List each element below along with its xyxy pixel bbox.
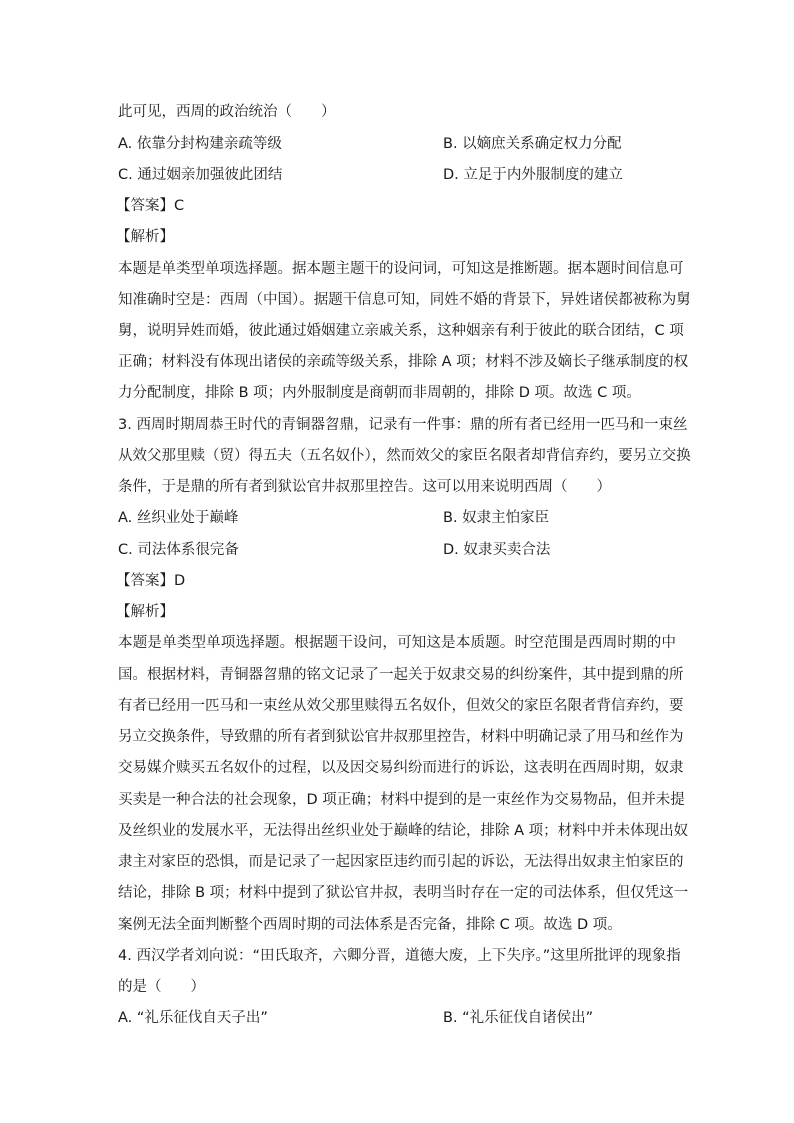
- analysis-label: 【解析】: [116, 229, 174, 245]
- analysis-line: 舅，说明异姓而婚，彼此通过婚姻建立亲戚关系，这种姻亲有利于彼此的联合团结，C 项: [118, 323, 684, 339]
- analysis-line: 正确；材料没有体现出诸侯的亲疏等级关系，排除 A 项；材料不涉及嫡长子继承制度的权: [118, 354, 689, 370]
- option-c: C. 司法体系很完备: [118, 542, 239, 558]
- option-b: B. “礼乐征伐自诸侯出”: [443, 1010, 594, 1026]
- analysis-line: 知准确时空是：西周（中国）。据题干信息可知，同姓不婚的背景下，异姓诸侯都被称为舅: [118, 292, 691, 308]
- option-a: A. 丝织业处于巅峰: [118, 510, 239, 526]
- analysis-line: 交易媒介赎买五名奴仆的过程，以及因交易纠纷而进行的诉讼，这表明在西周时期，奴隶: [118, 760, 684, 776]
- question-4-stem: 的是（ ）: [118, 979, 205, 995]
- option-d: D. 奴隶买卖合法: [443, 542, 551, 558]
- analysis-line: 国。根据材料，青铜器曶鼎的铭文记录了一起关于奴隶交易的纠纷案件，其中提到鼎的所: [118, 667, 684, 683]
- answer-label: 【答案】C: [116, 198, 185, 214]
- analysis-line: 案例无法全面判断整个西周时期的司法体系是否完备，排除 C 项。故选 D 项。: [118, 917, 622, 933]
- analysis-line: 结论，排除 B 项；材料中提到了狱讼官井叔，表明当时存在一定的司法体系，但仅凭这一: [118, 885, 689, 901]
- question-3-stem: 3. 西周时期周恭王时代的青铜器曶鼎，记录有一件事：鼎的所有者已经用一匹马和一束丝: [118, 417, 688, 433]
- analysis-line: 有者已经用一匹马和一束丝从效父那里赎得五名奴仆，但效父的家臣名限者背信弃约，要: [118, 698, 684, 714]
- answer-label: 【答案】D: [116, 573, 186, 589]
- question-4-stem: 4. 西汉学者刘向说：“田氏取齐，六卿分晋，道德大废，上下失序。”这里所批评的现象指: [118, 948, 681, 964]
- analysis-line: 另立交换条件，导致鼎的所有者到狱讼官井叔那里控告，材料中明确记录了用马和丝作为: [118, 729, 684, 745]
- analysis-line: 买卖是一种合法的社会现象，D 项正确；材料中提到的是一束丝作为交易物品，但并未提: [118, 792, 685, 808]
- option-a: A. “礼乐征伐自天子出”: [118, 1010, 268, 1026]
- option-d: D. 立足于内外服制度的建立: [443, 167, 623, 183]
- analysis-label: 【解析】: [116, 604, 174, 620]
- analysis-line: 及丝织业的发展水平，无法得出丝织业处于巅峰的结论，排除 A 项；材料中并未体现出奴: [118, 823, 689, 839]
- analysis-line: 力分配制度，排除 B 项；内外服制度是商朝而非周朝的，排除 D 项。故选 C 项。: [118, 385, 641, 401]
- question-3-stem: 条件，于是鼎的所有者到狱讼官井叔那里控告。这可以用来说明西周（ ）: [118, 479, 611, 495]
- analysis-line: 本题是单类型单项选择题。据本题主题干的设问词，可知这是推断题。据本题时间信息可: [118, 261, 684, 277]
- question-3-stem: 从效父那里赎（贸）得五夫（五名奴仆），然而效父的家臣名限者却背信弃约，要另立交换: [118, 448, 691, 464]
- option-c: C. 通过姻亲加强彼此团结: [118, 167, 283, 183]
- question-stem-tail: 此可见，西周的政治统治（ ）: [118, 104, 336, 120]
- analysis-line: 本题是单类型单项选择题。根据题干设问，可知这是本质题。时空范围是西周时期的中: [118, 635, 676, 651]
- option-a: A. 依靠分封构建亲疏等级: [118, 136, 282, 152]
- analysis-line: 隶主对家臣的恐惧，而是记录了一起因家臣违约而引起的诉讼，无法得出奴隶主怕家臣的: [118, 854, 684, 870]
- option-b: B. 以嫡庶关系确定权力分配: [443, 136, 622, 152]
- option-b: B. 奴隶主怕家臣: [443, 510, 550, 526]
